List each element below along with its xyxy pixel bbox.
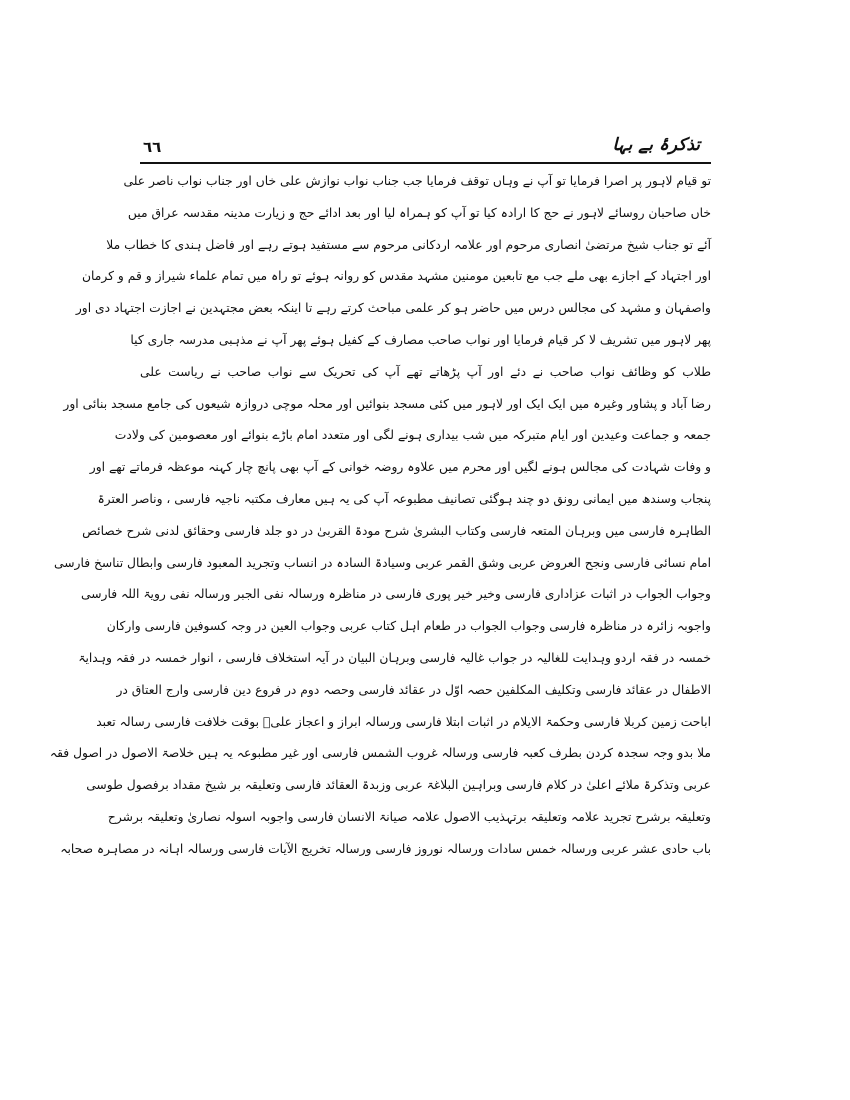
header-rule: [140, 162, 711, 164]
text-line-15: واجوبہ زائرہ در مناظرہ فارسی وجواب الجواب در طعام اہل کتاب عربی وجواب العین در وجہ کسوفین فارسی وارکان: [106, 619, 711, 634]
text-line-10: و وفات شہادت کی مجالس ہونے لگیں اور محرم میں علاوہ روضہ خوانی کے آپ بھی پانچ چار کہنہ موعظہ فرماتے تھے اور: [89, 460, 711, 475]
text-line-16: خمسہ در فقہ اردو وہدایت للغالیہ در جواب غالیہ فارسی وبرہان البیان در آیہ استخلاف فارسی ، انوار خمسہ در فقہ وہدایۃ: [78, 650, 711, 665]
page-number: ٦٦: [143, 138, 162, 156]
text-line-14: وجواب الجواب در اثبات عزاداری فارسی وخیر خیر پوری فارسی در مناظرہ ورسالہ نفی الجبر ورسالہ نفی رویۃ اللہ فارسی: [80, 587, 711, 602]
text-line-4: اور اجتہاد کے اجازے بھی ملے جب مع تابعین مومنین مشہد مقدس کو روانہ ہوئے تو راہ میں تمام علماء شیراز و قم و کرمان: [82, 269, 711, 284]
text-line-1: تو قیام لاہور پر اصرا فرمایا تو آپ نے وہاں توقف فرمایا جب جناب نواب نوازش علی خاں اور جناب نواب ناصر علی: [123, 174, 711, 188]
text-line-5: واصفہان و مشہد کی مجالس درس میں حاضر ہو کر علمی مباحث کرتے رہے تا اینکہ بعض مجتہدین نے اجازت اجتہاد دی اور: [75, 301, 711, 316]
text-line-19: ملا بدو وجہ سجدہ کردن بطرف کعبہ فارسی ورسالہ غروب الشمس فارسی اور غیر مطبوعہ یہ ہیں خلاصۃ الاصول در اصول فقہ: [49, 746, 711, 761]
text-line-18: اباحت زمین کربلا فارسی وحکمۃ الایلام در اثبات ابتلا فارسی ورسالہ ابراز و اعجاز علیؑ بوقت خلافت فارسی رسالہ تعبد: [96, 714, 711, 729]
text-line-8: رضا آباد و پشاور وغیرہ میں ایک ایک اور لاہور میں کئی مسجد بنوائیں اور محلہ موچی دروازہ شیعوں کی جامع مسجد بنائی اور: [63, 396, 711, 411]
text-line-11: پنجاب وسندھ میں ایمانی رونق دو چند ہوگئی تصانیف مطبوعہ آپ کی یہ ہیں معارف مکتبہ ناجیہ فارسی ، وناصر العترۃ: [97, 491, 711, 506]
text-line-2: خاں صاحبان روسائے لاہور نے حج کا ارادہ کیا تو آپ کو ہمراہ لیا اور بعد ادائے حج و زیارت مدینہ مقدسہ عراق میں: [127, 205, 711, 220]
text-line-7: طلاب کو وظائف نواب صاحب نے دئے اور آپ پڑھاتے تھے آپ کی تحریک سے نواب صاحب نے ریاست علی: [140, 364, 711, 379]
body-text: [49, 166, 711, 866]
running-title: تذکرۂ بے بہا: [612, 135, 700, 155]
text-line-22: باب حادی عشر عربی ورسالہ خمس سادات ورسالہ نوروز فارسی ورسالہ تخریج الآیات فارسی ورسالہ اہانہ در مصاہرہ صحابہ: [60, 841, 711, 856]
text-line-6: پھر لاہور میں تشریف لا کر قیام فرمایا اور نواب صاحب مصارف کے کفیل ہوئے پھر آپ نے مذہبی مدرسہ جاری کیا: [130, 332, 711, 347]
text-line-3: آئے تو جناب شیخ مرتضیٰ انصاری مرحوم اور علامہ اردکانی مرحوم سے مستفید ہوتے رہے اور فاضل ہندی کا خطاب ملا: [106, 237, 711, 252]
text-line-17: الاطفال در عقائد فارسی وتکلیف المکلفین حصہ اوّل در عقائد فارسی وحصہ دوم در فروع دین فارسی وارج العتاق در: [116, 682, 711, 697]
text-line-12: الطاہرہ فارسی میں وبرہان المتعہ فارسی وکتاب البشریٰ شرح مودۃ القربیٰ در دو جلد فارسی وحقائق لدنی شرح خصائص: [82, 523, 711, 538]
text-line-9: جمعہ و جماعت وعیدین اور ایام متبرکہ میں شب بیداری ہونے لگی اور متعدد امام باڑے بنوائے اور معصومین کی ولادت: [114, 428, 711, 443]
text-line-21: وتعلیقہ برشرح تجرید علامہ وتعلیقہ برتہذیب الاصول علامہ صیانۃ الانسان فارسی واجوبہ اسولہ نصاریٰ وتعلیقہ برشرح: [107, 809, 711, 824]
text-line-20: عربی وتذکرۃ ملائے اعلیٰ در کلام فارسی وبراہین البلاغۃ عربی وزبدۃ العقائد فارسی وتعلیقہ بر شیخ مقداد برفصول طوسی: [86, 778, 711, 793]
text-line-13: امام نسائی فارسی ونجح العروض عربی وشق القمر عربی وسیادۃ السادہ در انساب وتجرید المعبود فارسی وابطال تناسخ فارسی: [53, 555, 711, 570]
